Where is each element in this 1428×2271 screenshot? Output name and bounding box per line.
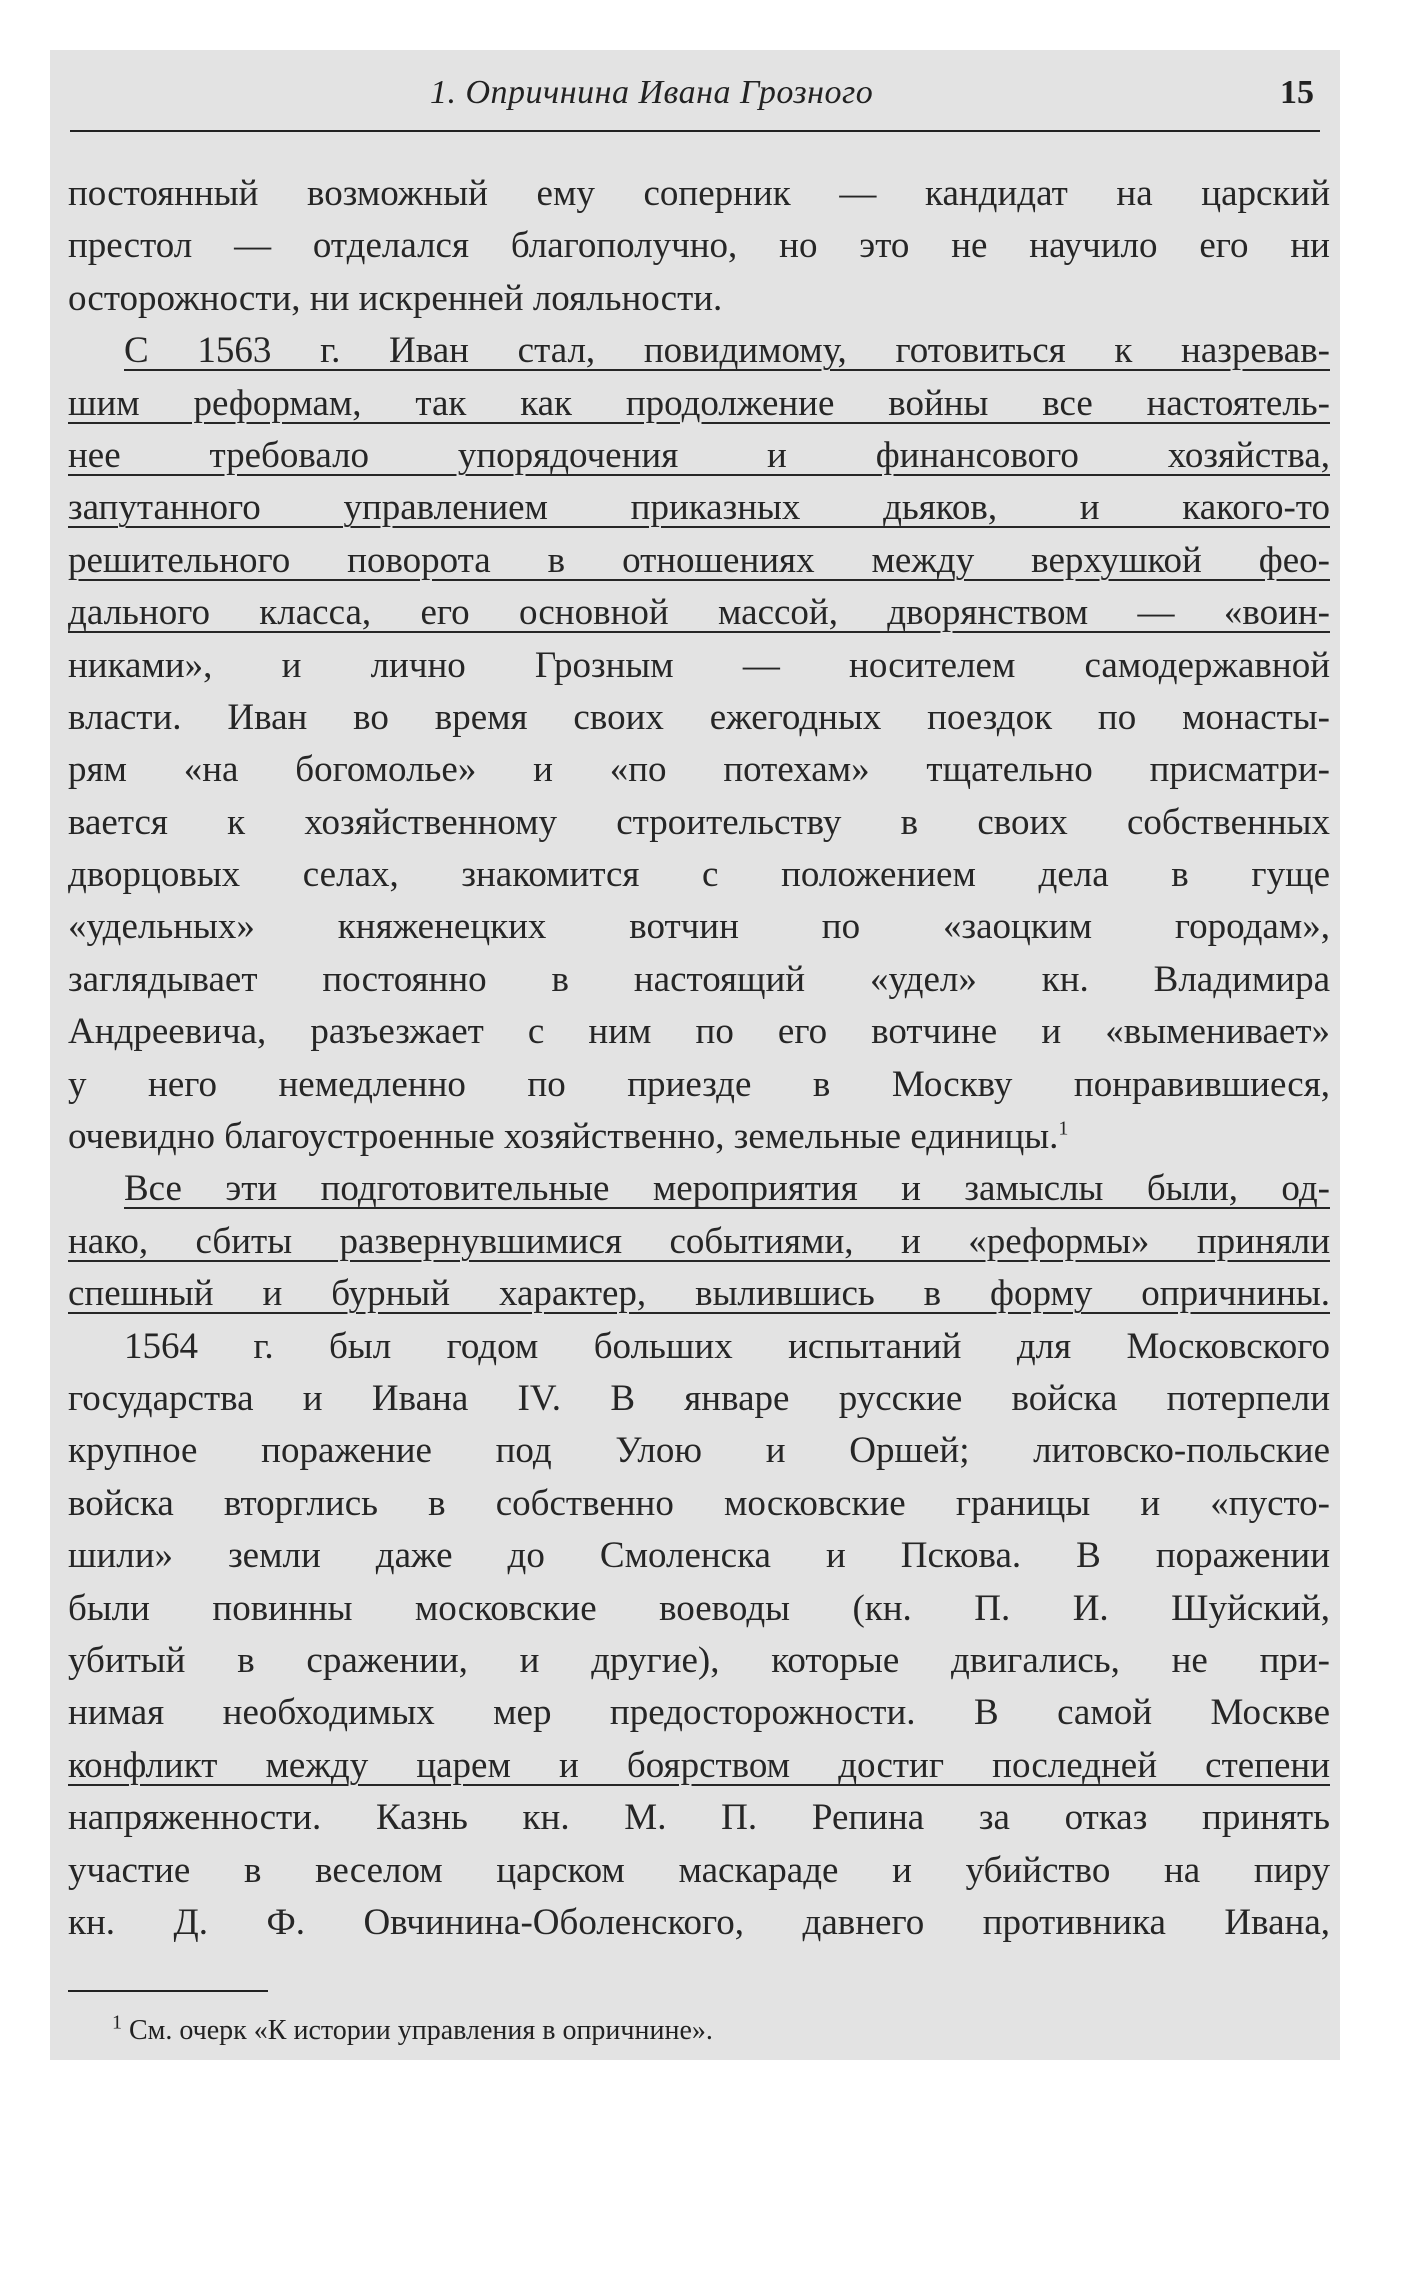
footnote-marker: 1 [112, 2011, 122, 2034]
text-line: шили» земли даже до Смоленска и Пскова. В поражении [68, 1535, 1330, 1577]
text-line: нако, сбиты развернувшимися событиями, и «реформы» приняли [68, 1220, 1330, 1262]
text-line: дворцовых селах, знакомится с положением дела в гуще [68, 854, 1330, 896]
footnote-reference: 1 [1058, 1117, 1069, 1140]
text-line: нее требовало упорядочения и финансового хозяйства, [68, 434, 1330, 476]
text-line: «удельных» княженецких вотчин по «заоцким городам», [68, 906, 1330, 948]
text-line: С 1563 г. Иван стал, повидимому, готовиться к назревав- [124, 330, 1330, 372]
text-line: шим реформам, так как продолжение войны все настоятель- [68, 382, 1330, 424]
text-line: спешный и бурный характер, вылившись в форму опричнины. [68, 1273, 1330, 1315]
text-line: войска вторглись в собственно московские границы и «пусто- [68, 1482, 1330, 1524]
text-line: государства и Ивана IV. В январе русские войска потерпели [68, 1377, 1330, 1419]
page-number: 15 [1280, 74, 1314, 111]
footnote [112, 2011, 713, 2047]
header-rule [70, 130, 1320, 132]
text-line: напряженности. Казнь кн. М. П. Репина за отказ принять [68, 1797, 1330, 1839]
text-line: Андреевича, разъезжает с ним по его вотчине и «выменивает» [68, 1011, 1330, 1053]
text-line: 1564 г. был годом больших испытаний для Московского [124, 1325, 1330, 1367]
running-header [70, 66, 1320, 136]
text-line: осторожности, ни искренней лояльности. [68, 277, 723, 319]
text-line: конфликт между царем и боярством достиг последней степени [68, 1744, 1330, 1786]
text-line: власти. Иван во время своих ежегодных поездок по монасты- [68, 696, 1330, 738]
text-line: участие в веселом царском маскараде и убийство на пиру [68, 1849, 1330, 1891]
text-line: нимая необходимых мер предосторожности. В самой Москве [68, 1692, 1330, 1734]
text-line: кн. Д. Ф. Овчинина-Оболенского, давнего противника Ивана, [68, 1901, 1330, 1943]
text-line: были повинны московские воеводы (кн. П. И. Шуйский, [68, 1587, 1330, 1629]
text-line: постоянный возможный ему соперник — кандидат на царский [68, 173, 1330, 214]
text-line: никами», и лично Грозным — носителем самодержавной [68, 644, 1330, 686]
text-line: вается к хозяйственному строительству в своих собственных [68, 801, 1330, 843]
chapter-title: 1. Опричнина Ивана Грозного [430, 74, 874, 111]
text-line [68, 1111, 1330, 1163]
body-text [68, 168, 1330, 1949]
text-line-content: очевидно благоустроенные хозяйственно, земельные единицы. [68, 1116, 1059, 1158]
text-line: запутанного управлением приказных дьяков, и какого-то [68, 487, 1330, 529]
text-line: у него немедленно по приезде в Москву понравившиеся, [68, 1063, 1330, 1105]
text-line: крупное поражение под Улою и Оршей; литовско-польские [68, 1430, 1330, 1472]
text-line: Все эти подготовительные мероприятия и замыслы были, од- [124, 1168, 1330, 1210]
footnote-text: См. очерк «К истории управления в опричнине». [129, 2015, 713, 2046]
book-page [50, 50, 1340, 2060]
text-line: решительного поворота в отношениях между верхушкой фео- [68, 539, 1330, 581]
footnote-rule [68, 1990, 268, 1992]
text-line: престол — отделался благополучно, но это не научило его ни [68, 225, 1330, 267]
text-line: рям «на богомолье» и «по потехам» тщательно присматри- [68, 749, 1330, 791]
text-line: убитый в сражении, и другие), которые двигались, не при- [68, 1639, 1330, 1681]
text-line: заглядывает постоянно в настоящий «удел» кн. Владимира [68, 958, 1330, 1000]
text-line: дального класса, его основной массой, дворянством — «воин- [68, 592, 1330, 634]
